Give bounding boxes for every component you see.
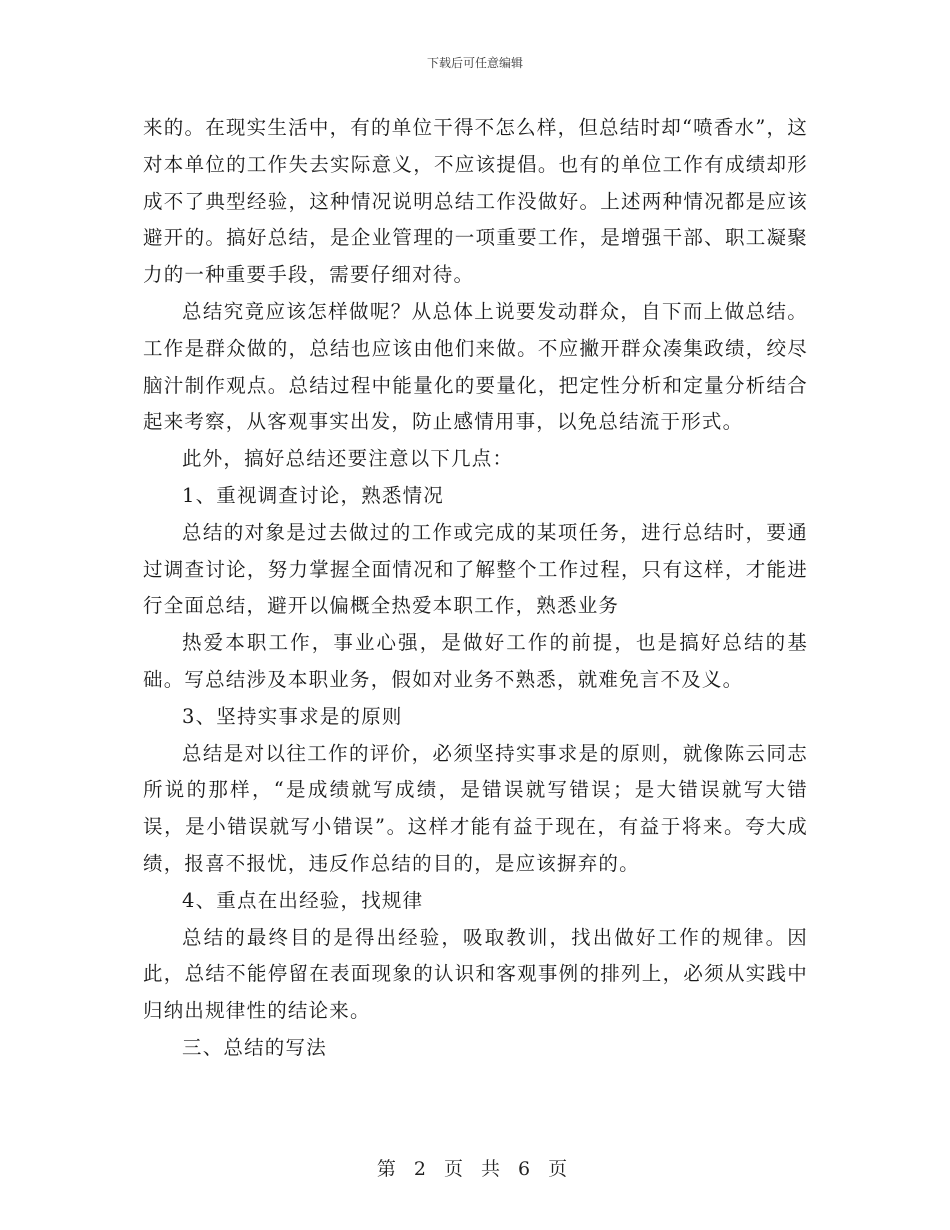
page-number: 第 2 页 共 6 页	[376, 1158, 574, 1180]
section-heading-4: 4、重点在出经验，找规律	[182, 888, 424, 912]
page-header: 下载后可任意编辑	[426, 56, 523, 70]
section-heading-3: 3、坚持实事求是的原则	[182, 704, 403, 728]
paragraph-notes-intro: 此外，搞好总结还要注意以下几点：	[182, 447, 514, 471]
section-heading-writing: 三、总结的写法	[182, 1035, 327, 1059]
paragraph-how-to-summarize: 总结究竟应该怎样做呢？从总体上说要发动群众，自下而上做总结。工作是群众做的，总结也应该由他们来做。不应撇开群众凑集政绩，绞尽脑汁制作观点。总结过程中能量化的要量化，把定性分析和定量分析结合起来考察，从客观事实出发，防止感情用事，以免总结流于形式。	[143, 299, 808, 434]
section-heading-1: 1、重视调查讨论，熟悉情况	[182, 483, 445, 507]
document-body	[143, 110, 808, 1067]
paragraph-love-work: 热爱本职工作，事业心强，是做好工作的前提，也是搞好总结的基础。写总结涉及本职业务，假如对业务不熟悉，就难免言不及义。	[143, 631, 808, 691]
paragraph-experience: 总结的最终目的是得出经验，吸取教训，找出做好工作的规律。因此，总结不能停留在表面现象的认识和客观事例的排列上，必须从实践中归纳出规律性的结论来。	[143, 925, 808, 1023]
paragraph-truth: 总结是对以往工作的评价，必须坚持实事求是的原则，就像陈云同志所说的那样，“是成绩就写成绩，是错误就写错误；是大错误就写大错误，是小错误就写小错误”。这样才能有益于现在，有益于将来。夸大成绩，报喜不报忧，违反作总结的目的，是应该摒弃的。	[143, 741, 808, 875]
paragraph-investigation: 总结的对象是过去做过的工作或完成的某项任务，进行总结时，要通过调查讨论，努力掌握全面情况和了解整个工作过程，只有这样，才能进行全面总结，避开以偏概全热爱本职工作，熟悉业务	[143, 520, 808, 618]
paragraph-continued: 来的。在现实生活中，有的单位干得不怎么样，但总结时却“喷香水”，这对本单位的工作失去实际意义，不应该提倡。也有的单位工作有成绩却形成不了典型经验，这种情况说明总结工作没做好。上述两种情况都是应该避开的。搞好总结，是企业管理的一项重要工作，是增强干部、职工凝聚力的一种重要手段，需要仔细对待。	[143, 116, 808, 287]
